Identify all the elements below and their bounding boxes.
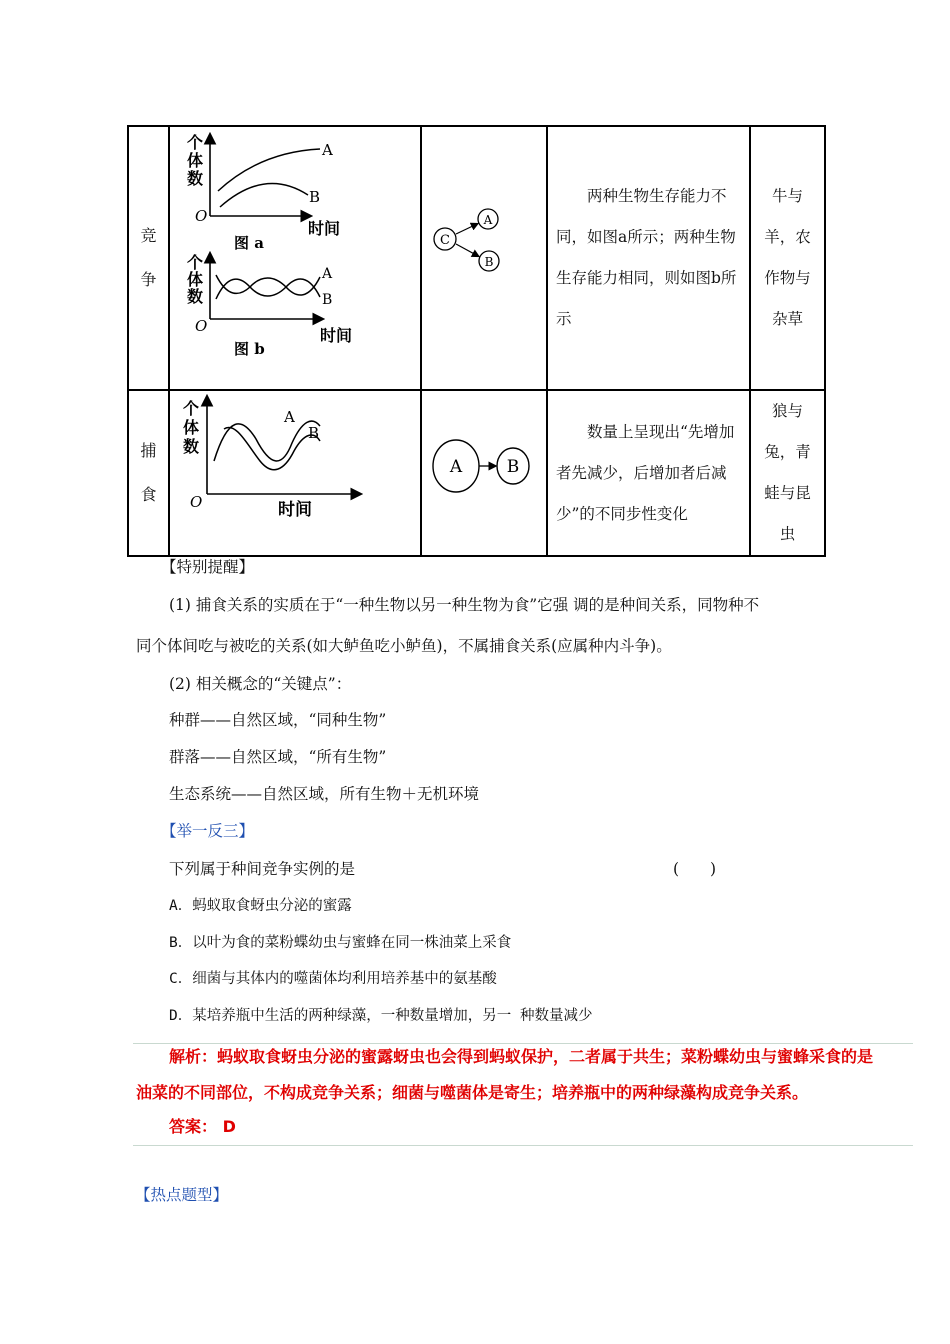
predation-xlabel: 时间 <box>278 500 312 520</box>
graph-a <box>187 133 340 252</box>
graph-b-caption: 图 b <box>234 340 265 358</box>
node-b-label: B <box>484 255 494 269</box>
graph-a-ylabel-1: 个 <box>187 133 204 152</box>
hot-topic-heading: 【热点题型】 <box>135 1186 229 1204</box>
graph-b-label-b: B <box>322 292 333 308</box>
graph-b-origin: O <box>195 317 208 335</box>
arrow-c-to-a <box>456 224 477 234</box>
notes-line-ecosystem: 生态系统——自然区域，所有生物＋无机环境 <box>169 785 480 803</box>
graph-a-xlabel: 时间 <box>308 219 341 238</box>
graph-b-curve-a <box>216 275 320 295</box>
relationship-table <box>127 125 826 557</box>
predation-description: 数量上呈现出“先增加者先减少，后增加者后减少”的不同步性变化 <box>547 390 750 556</box>
graph-a-curve-a <box>218 149 320 191</box>
graph-b-curve-b <box>216 279 320 299</box>
arrow-c-to-b <box>456 244 478 256</box>
graph-b-ylabel-2: 体 <box>187 270 204 289</box>
row-label-competition: 竞 争 <box>128 126 169 390</box>
graph-a-curve-b <box>220 183 308 207</box>
option-c: C．细菌与其体内的噬菌体均利用培养基中的氨基酸 <box>169 971 497 987</box>
graph-a-origin: O <box>195 207 208 225</box>
analysis-line2: 油菜的不同部位，不构成竞争关系；细菌与噬菌体是寄生；培养瓶中的两种绿藻构成竞争关系。 <box>136 1083 809 1102</box>
competition-graphs <box>170 127 420 389</box>
exercise-answer-bracket: ( ) <box>673 860 717 878</box>
competition-graphs-cell <box>169 126 421 390</box>
notes-p1-line2: 同个体间吃与被吃的关系(如大鲈鱼吃小鲈鱼)，不属捕食关系(应属种内斗争)。 <box>136 637 672 655</box>
table-row-competition <box>128 126 825 390</box>
predation-label-b: B <box>308 424 320 442</box>
option-b: B．以叶为食的菜粉蝶幼虫与蜜蜂在同一株油菜上采食 <box>169 935 512 951</box>
predation-ylabel-3: 数 <box>183 437 200 456</box>
predation-origin: O <box>190 493 203 511</box>
notes-line-community: 群落——自然区域，“所有生物” <box>169 748 387 766</box>
notes-p1-line1: (1) 捕食关系的实质在于“一种生物以另一种生物为食”它强 调的是种间关系，同物种不 <box>169 596 760 614</box>
notes-line-population: 种群——自然区域，“同种生物” <box>169 711 387 729</box>
table-row-predation <box>128 390 825 556</box>
predation-ylabel-2: 体 <box>183 418 200 437</box>
graph-a-ylabel-3: 数 <box>187 169 204 188</box>
graph-b-ylabel-1: 个 <box>187 253 204 272</box>
graph-b-xlabel: 时间 <box>320 326 353 345</box>
prey-label: A <box>449 457 463 477</box>
exercise-heading: 【举一反三】 <box>161 822 255 840</box>
graph-a-label-b: B <box>309 188 321 206</box>
analysis-answer: 答案： D <box>169 1117 236 1136</box>
predation-graph <box>170 391 420 554</box>
competition-diagram-cell <box>421 126 547 390</box>
competition-example: 牛与羊，农作物与杂草 <box>750 126 825 390</box>
competition-diagram <box>422 127 546 389</box>
node-c-label: C <box>440 233 450 248</box>
graph-a-caption: 图 a <box>234 234 264 252</box>
graph-b-label-a: A <box>322 266 333 282</box>
divider-bottom <box>133 1145 913 1146</box>
notes-p2: (2) 相关概念的“关键点”： <box>169 675 352 693</box>
predation-diagram-cell <box>421 390 547 556</box>
graph-b <box>187 253 352 358</box>
node-a-label: A <box>483 213 493 227</box>
predation-label-a: A <box>284 408 295 426</box>
predation-diagram <box>422 391 546 554</box>
graph-a-label-a: A <box>322 141 333 159</box>
predator-label: B <box>506 457 520 477</box>
predation-curve-b <box>224 427 320 469</box>
option-a: A．蚂蚁取食蚜虫分泌的蜜露 <box>169 898 352 914</box>
predation-graph-cell <box>169 390 421 556</box>
predation-example: 狼与兔，青蛙与昆虫 <box>750 390 825 556</box>
graph-a-ylabel-2: 体 <box>187 151 204 170</box>
row-label-predation: 捕 食 <box>128 390 169 556</box>
exercise-question: 下列属于种间竞争实例的是 <box>169 860 356 878</box>
notes-heading: 【特别提醒】 <box>161 558 255 576</box>
predation-ylabel-1: 个 <box>183 399 200 418</box>
competition-description: 两种生物生存能力不同，如图a所示；两种生物生存能力相同，则如图b所示 <box>547 126 750 390</box>
graph-b-ylabel-3: 数 <box>187 287 204 306</box>
analysis-line1: 解析：蚂蚁取食蚜虫分泌的蜜露蚜虫也会得到蚂蚁保护，二者属于共生；菜粉蝶幼虫与蜜蜂采食的是 <box>169 1047 874 1066</box>
option-d: D．某培养瓶中生活的两种绿藻，一种数量增加，另一 种数量减少 <box>169 1008 593 1024</box>
